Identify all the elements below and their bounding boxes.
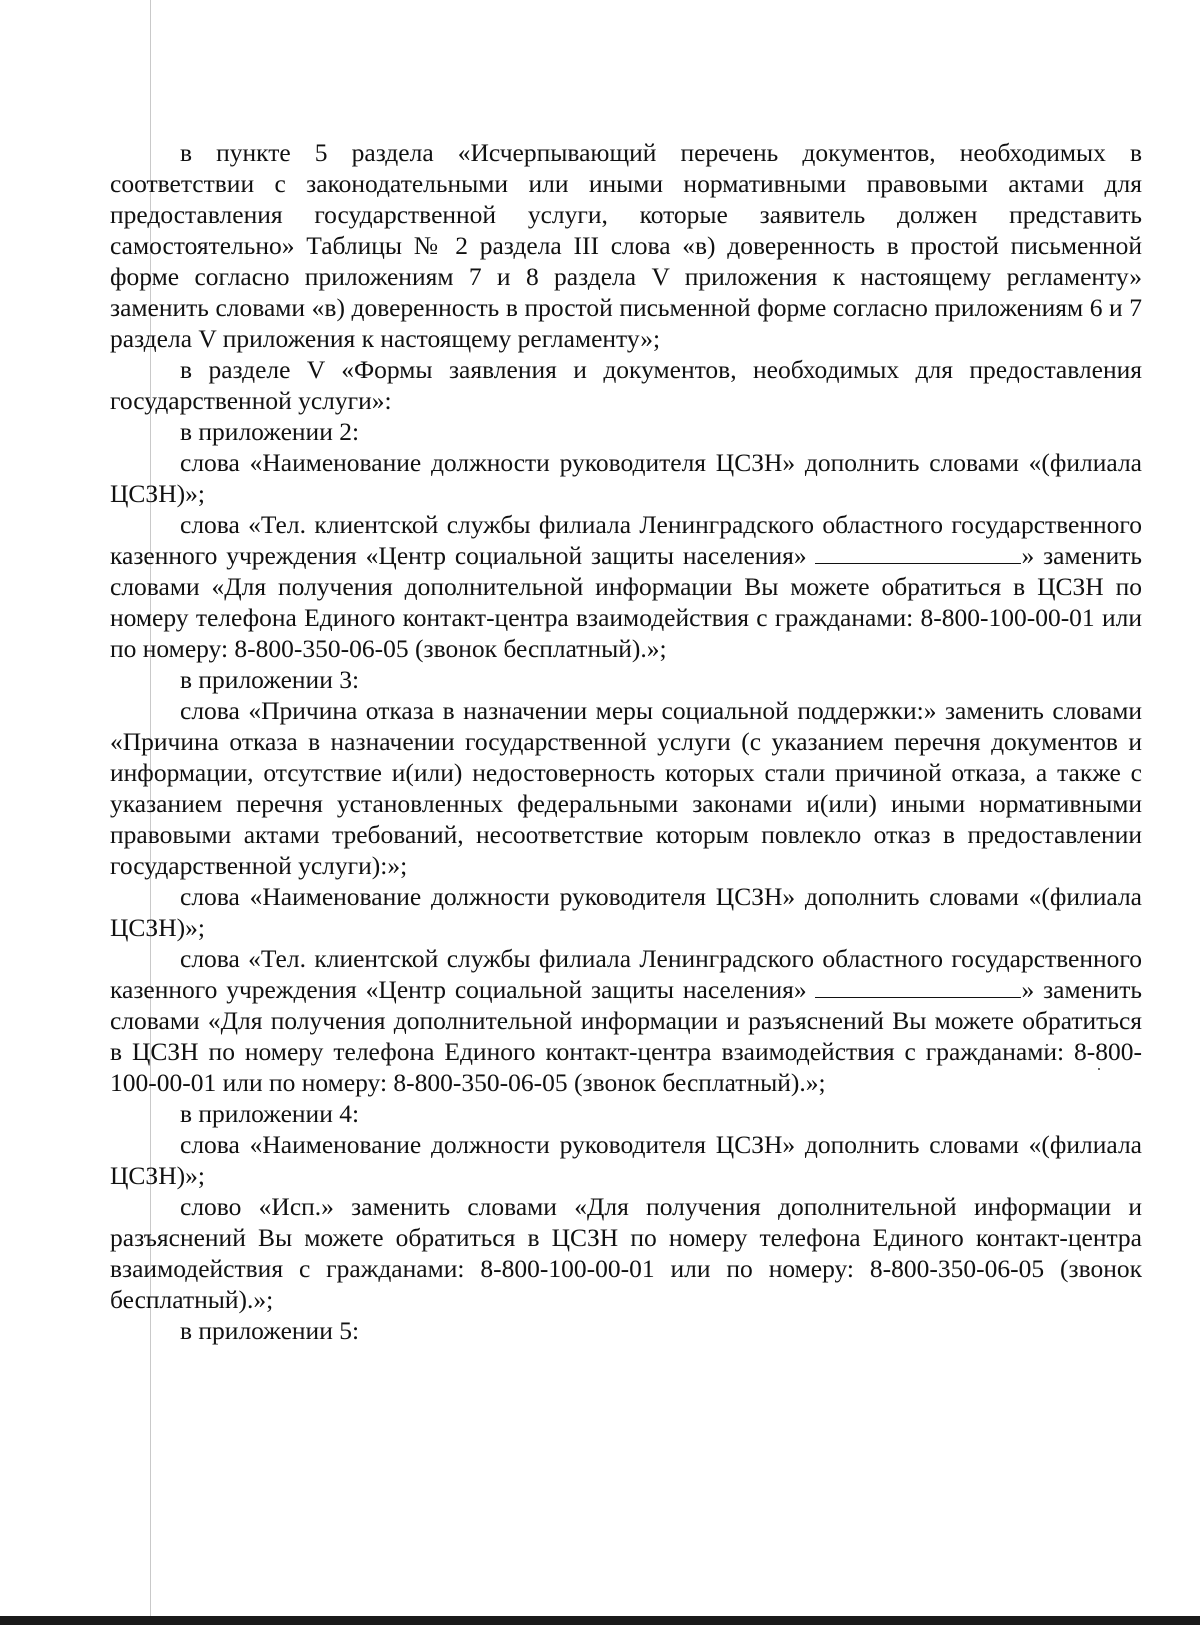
paragraph-appendix3-refusal: слова «Причина отказа в назначении меры социальной поддержки:» заменить словами «Причина отказа в назначении государственной услуги (с указанием перечня документов и информации, отсутствие и(или) недостоверность которых стали причиной отказа, а также с указанием перечня установленных федеральными законами и(или) иными нормативными правовыми актами требований, несоответствие которым повлекло отказ в предоставлении государственной услуги):»; bbox=[110, 696, 1142, 880]
paragraph-appendix2-position: слова «Наименование должности руководителя ЦСЗН» дополнить словами «(филиала ЦСЗН)»; bbox=[110, 448, 1142, 508]
document-body bbox=[110, 137, 1142, 1346]
scan-bottom-edge bbox=[0, 1616, 1200, 1625]
paragraph-section5-forms: в разделе V «Формы заявления и документов, необходимых для предоставления государственной услуги»: bbox=[110, 355, 1142, 415]
paragraph-appendix2-heading: в приложении 2: bbox=[180, 417, 360, 446]
paragraph-appendix2-phone bbox=[110, 509, 1142, 664]
paragraph-text-before-blank: слова «Тел. клиентской службы филиала Ленинградского областного государственного казенного учреждения «Центр социальной защиты населения» bbox=[110, 510, 1142, 570]
paragraph-appendix4-heading: в приложении 4: bbox=[180, 1099, 360, 1128]
paragraph-appendix3-position: слова «Наименование должности руководителя ЦСЗН» дополнить словами «(филиала ЦСЗН)»; bbox=[110, 882, 1142, 942]
paragraph-appendix5-heading: в приложении 5: bbox=[180, 1316, 360, 1345]
paragraph-appendix4-position: слова «Наименование должности руководителя ЦСЗН» дополнить словами «(филиала ЦСЗН)»; bbox=[110, 1130, 1142, 1190]
paragraph-item5-replacement: в пункте 5 раздела «Исчерпывающий перечень документов, необходимых в соответствии с законодательными или иными нормативными правовыми актами для предоставления государственной услуги, которые заявитель должен представить самостоятельно» Таблицы № 2 раздела III слова «в) доверенность в простой письменной форме согласно приложениям 7 и 8 раздела V приложения к настоящему регламенту» заменить словами «в) доверенность в простой письменной форме согласно приложениям 6 и 7 раздела V приложения к настоящему регламенту»; bbox=[110, 138, 1142, 353]
blank-underline bbox=[815, 541, 1021, 564]
paragraph-text-after-blank: » заменить словами «Для получения дополнительной информации Вы можете обратиться в ЦСЗН по номеру телефона Единого контакт-центра взаимодействия с гражданами: 8-800-100-00-01 или по номеру: 8-800-350-06-05 (звонок бесплатный).»; bbox=[110, 541, 1143, 663]
blank-underline bbox=[815, 975, 1021, 998]
paragraph-appendix3-heading: в приложении 3: bbox=[180, 665, 360, 694]
paragraph-text-after-blank: » заменить словами «Для получения дополнительной информации и разъяснений Вы можете обратиться в ЦСЗН по номеру телефона Единого контакт-центра взаимодействия с гражданами: 8-800-100-00-01 или по номеру: 8-800-350-06-05 (звонок бесплатный).»; bbox=[110, 975, 1143, 1097]
paragraph-appendix4-isp: слово «Исп.» заменить словами «Для получения дополнительной информации и разъяснений Вы можете обратиться в ЦСЗН по номеру телефона Единого контакт-центра взаимодействия с гражданами: 8-800-100-00-01 или по номеру: 8-800-350-06-05 (звонок бесплатный).»; bbox=[110, 1192, 1142, 1314]
paragraph-appendix3-phone bbox=[110, 943, 1142, 1098]
paragraph-text-before-blank: слова «Тел. клиентской службы филиала Ленинградского областного государственного казенного учреждения «Центр социальной защиты населения» bbox=[110, 944, 1142, 1004]
